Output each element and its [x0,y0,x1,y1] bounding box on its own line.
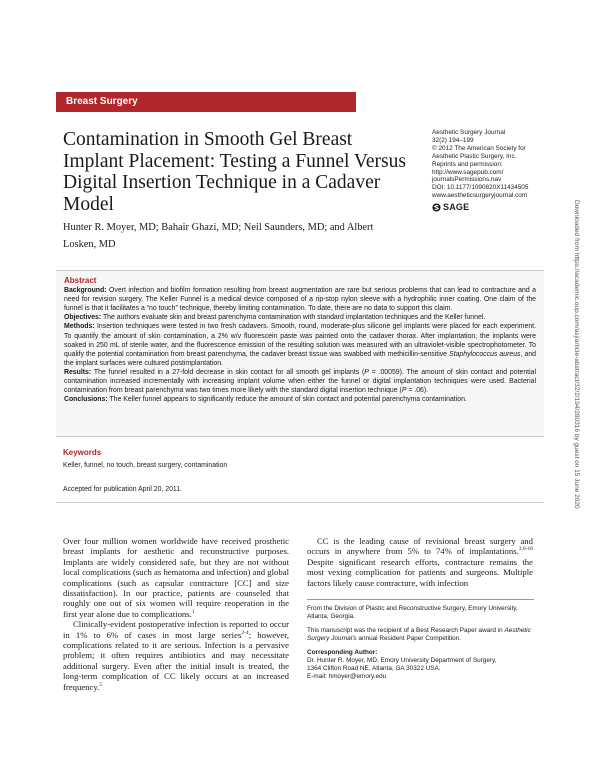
article-title: Contamination in Smooth Gel Breast Implant Placement: Testing a Funnel Versus Digital Insertion Technique in a Cadaver Model [63,129,406,215]
abstract-heading: Abstract [64,276,97,285]
text: Despite significant research efforts, contracture remains the most vexing complication for patients and surgeons. Multiple factors likely cause contracture, with infection [307,556,533,588]
text: The funnel resulted in a 27-fold decrease in skin contact for all smooth gel implants ( [93,368,365,376]
text: CC is the leading cause of revisional breast surgery and occurs in anywhere from 5% to 74% of implantations. [307,536,533,557]
keywords-list: Keller, funnel, no touch, breast surgery, contamination [63,462,228,469]
abstract-box [56,270,544,437]
citation: 2-4 [241,629,249,636]
text: The authors evaluate skin and breast parenchyma contamination with standard implantation techniques and the Keller funnel. [102,314,486,322]
paragraph [63,536,289,619]
journal-website[interactable]: www.aestheticsurgeryjournal.com [432,192,528,200]
organism-name: Staphylococcus aureus [449,350,521,358]
award-note [307,627,537,643]
text: = .06). [406,387,429,395]
label: Conclusions: [64,396,108,404]
label: Methods: [64,323,95,331]
text: = .00059). The amount of skin contact and potential contamination increased incrementally with increasing implant volume when either the funnel or digital implantation techniques were used. Bacterial contamination from breast parenchyma was two times more likely with the standard digital insertion technique ( [64,368,536,395]
corresponding-address: Dr. Hunter R. Moyer, MD, Emory University Department of Surgery, [307,657,497,664]
publisher-name: SAGE [443,201,470,212]
journal-name: Aesthetic Surgery Journal’s [307,627,531,642]
reprints-label: Reprints and permission: [432,160,503,168]
p-value-symbol: P [364,368,369,376]
citation: 3,6-16 [518,546,533,553]
text: ; however, complications related to it are serious. Infection is a pervasive problem; it often requires antibiotics and may necessitate additional surgery. Even after the initial insult is treated, the long-term complication of CC likely occurs at an increased frequency. [63,629,289,692]
journal-info [432,129,572,212]
citation: 5 [99,681,103,688]
paragraph [63,619,289,692]
footnote-divider [307,599,534,600]
label: Results: [64,368,92,376]
citation: 1 [191,608,195,615]
abstract-objectives [64,313,536,322]
text: Clinically-evident postoperative infection is reported to occur in 1% to 6% of cases in most large series [63,619,289,640]
text: , and the implant surfaces were cultured postimplantation. [64,350,537,367]
publisher-logo [432,203,572,212]
footnotes [307,605,537,681]
text: Insertion techniques were tested in two fresh cadavers. Smooth, round, moderate-plus silicone gel implants were placed for each experiment. To quantify the amount of skin contamination, a 2% w/v fluorescein paste was painted onto the cadaver thorax. After implantation, the implants were soaked in 250 mL of sterile water, and the fluorescence emission of the resulting solution was measured with an ultraviolet-visible spectrophotometer. To qualify the potential contamination from breast parenchyma, the cadaver breast tissue was swabbed with methicillin-sensitive [64,323,536,358]
p-value-symbol: P [401,387,407,395]
affiliation-note: From the Division of Plastic and Reconstructive Surgery, Emory University, Atlanta, Georgia. [307,605,518,620]
label: Objectives: [64,314,102,322]
copyright-line: © 2012 The American Society for [432,144,526,152]
keywords-heading: Keywords [63,448,102,457]
label: Background: [64,287,107,295]
corresponding-address: 1364 Clifton Road NE, Atlanta, GA 30322 USA. [307,665,441,672]
abstract-conclusions [64,395,536,404]
sage-logo-icon [432,203,441,212]
abstract-methods [64,322,536,367]
copyright-line: Aesthetic Plastic Surgery, Inc. [432,152,517,160]
journal-name: Aesthetic Surgery Journal [432,129,506,136]
doi[interactable]: DOI: 10.1177/1090820X11434505 [432,184,529,192]
divider [56,502,544,503]
journal-volume: 32(2) 194–199 [432,136,474,144]
text: annual Resident Paper Competition. [356,635,462,642]
corresponding-author-heading: Corresponding Author: [307,649,378,656]
body-column-left [63,536,289,692]
text: The Keller funnel appears to significantly reduce the amount of skin contact and potential parenchyma contamination. [109,396,467,404]
text: Over four million women worldwide have received prosthetic breast implants for aesthetic and reconstructive purposes. Implants are widely considered safe, but they are not without local complications (such as hematoma and infection) and global complications (such as capsular contracture [CC] and size dissatisfaction). In our practice, patients are counseled that roughly one out of six women will require reoperation in the first year alone due to complications. [63,536,289,619]
abstract-results [64,368,536,395]
acceptance-date: Accepted for publication April 20, 2011. [63,486,183,493]
body-column-right [307,536,533,588]
text: This manuscript was the recipient of a Best Research Paper award in [307,627,505,634]
section-label: Breast Surgery [56,92,356,112]
text: Overt infection and biofilm formation resulting from breast augmentation are rare but serious problems that can lead to contracture and a need for revision surgery. The Keller Funnel is a medical device composed of a rip-stop nylon sleeve with a hydrophilic inner coating. One claim of the funnel is that it facilitates a “no touch” technique, thereby limiting contamination. To date, there are no data to support this claim. [64,287,536,313]
reprints-link[interactable]: journalsPermissions.nav [432,176,502,184]
paragraph [307,536,533,588]
author-list: Hunter R. Moyer, MD; Bahair Ghazi, MD; Neil Saunders, MD; and Albert Losken, MD [63,222,374,250]
download-watermark: Downloaded from https://academic.oup.com/asj/article-abstract/32/2/194/280316 by guest on 15 June 2020 [573,200,580,509]
abstract-background [64,286,536,313]
reprints-link[interactable]: http://www.sagepub.com/ [432,168,504,176]
corresponding-email[interactable]: E-mail: hmoyer@emory.edu [307,673,387,680]
